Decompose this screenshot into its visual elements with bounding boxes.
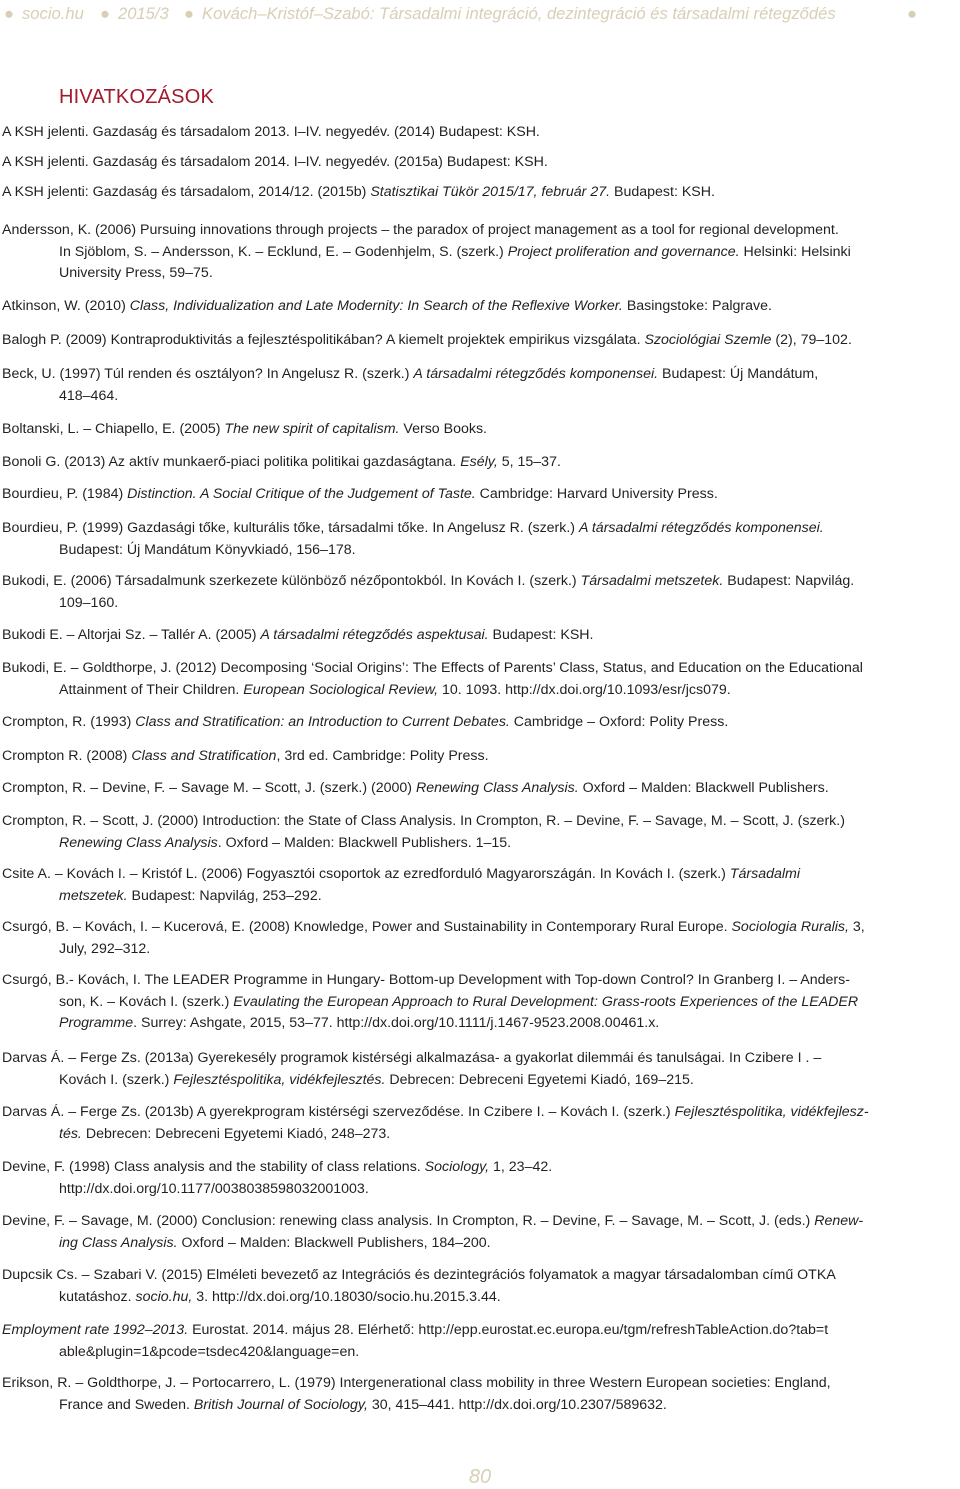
reference-text: Crompton, R. (1993) [2,714,136,730]
reference-line [2,712,958,734]
reference-line [2,122,958,144]
reference-text: 418–464. [59,387,119,404]
reference-italic-text: Szociológiai Szemle [644,332,772,348]
reference-line [2,1265,958,1287]
reference-text: Budapest: Napvilág. [723,573,855,589]
reference-text: Verso Books. [399,421,487,437]
reference-italic-text: metszetek. [59,887,128,904]
reference-text: Csurgó, B. – Kovách, I. – Kucerová, E. (2008) Knowledge, Power and Sustainability in Contemporary Rural Europe. [2,919,732,935]
reference-entry [2,811,958,854]
reference-italic-text: Társadalmi metszetek. [580,573,724,589]
reference-line [2,1070,958,1092]
reference-entry [2,1102,958,1145]
header-bullet: ● [184,4,195,23]
reference-line [2,242,958,264]
reference-text: . Oxford – Malden: Blackwell Publishers. 1–15. [217,834,512,851]
reference-line [2,833,958,855]
reference-text: Bonoli G. (2013) Az aktív munkaerő-piaci politika politikai gazdaságtana. [2,454,461,470]
reference-text: Budapest: KSH. [488,627,594,643]
reference-italic-text: Class, Individualization and Late Modernity: In Search of the Reflexive Worker. [129,298,623,314]
reference-text: Atkinson, W. (2010) [2,298,130,314]
reference-text: Debrecen: Debreceni Egyetemi Kiadó, 169–215. [385,1071,694,1088]
reference-italic-text: Renewing Class Analysis. [415,780,579,796]
reference-entry [2,1211,958,1254]
reference-entry [2,296,958,318]
reference-text: Dupcsik Cs. – Szabari V. (2015) Elméleti bevezető az Integrációs és dezintegrációs folyamatok a magyar társadalomban című OTKA [2,1267,836,1283]
reference-text: Budapest: Új Mandátum, [658,366,819,382]
reference-italic-text: Programme [59,1015,134,1031]
reference-italic-text: Fejlesztéspolitika, vidékfejlesz- [674,1104,869,1120]
reference-entry [2,778,958,800]
reference-line [2,419,958,441]
reference-line [2,1102,958,1124]
reference-text[interactable]: 10. 1093. http://dx.doi.org/10.1093/esr/jcs079. [438,681,731,698]
reference-italic-text: ing Class Analysis. [59,1234,178,1251]
reference-line [2,658,958,680]
reference-line [2,917,958,939]
reference-line [2,992,958,1014]
reference-italic-text: A társadalmi rétegződés komponensei. [413,366,659,382]
reference-text: , 3rd ed. Cambridge: Polity Press. [276,748,489,764]
reference-entry [2,518,958,561]
reference-italic-text: A társadalmi rétegződés komponensei. [578,520,824,536]
reference-text: Devine, F. – Savage, M. (2000) Conclusion: renewing class analysis. In Crompton, R. – Devine, F. – Savage, M. – Scott, J. (eds.) [2,1213,815,1229]
reference-text: Cambridge – Oxford: Polity Press. [509,714,729,730]
reference-line [2,939,958,961]
reference-italic-text: Fejlesztéspolitika, vidékfejlesztés. [173,1071,386,1088]
reference-line [2,330,958,352]
reference-line [2,1320,958,1342]
reference-entry [2,1320,958,1363]
reference-text: Cambridge: Harvard University Press. [475,486,718,502]
reference-text: Devine, F. (1998) Class analysis and the stability of class relations. [2,1159,425,1175]
header-authors-title: Kovách–Kristóf–Szabó: Társadalmi integráció, dezintegráció és társadalmi rétegződés [202,4,836,23]
running-header [0,0,960,40]
reference-text: University Press, 59–75. [59,265,213,281]
reference-line [2,571,958,593]
reference-italic-text: Renewing Class Analysis [59,834,218,851]
reference-entry [2,571,958,614]
section-title: HIVATKOZÁSOK [59,86,215,108]
reference-italic-text: European Sociological Review, [243,681,439,698]
reference-line [2,182,958,204]
reference-entry [2,220,958,285]
reference-text: (2), 79–102. [771,332,852,348]
reference-italic-text: Esély, [460,454,498,470]
reference-text: 5, 15–37. [497,454,561,470]
reference-text: Bukodi, E. (2006) Társadalmunk szerkezete különböző nézőpontokból. In Kovách I. (szerk.) [2,573,581,589]
reference-entry [2,182,958,204]
reference-text: Beck, U. (1997) Túl renden és osztályon? In Angelusz R. (szerk.) [2,366,414,382]
reference-line [2,886,958,908]
reference-text: Bukodi E. – Altorjai Sz. – Tallér A. (2005) [2,627,261,643]
reference-italic-text: Distinction. A Social Critique of the Judgement of Taste. [127,486,476,502]
reference-line [2,220,958,242]
reference-line [2,152,958,174]
reference-text: able&plugin=1&pcode=tsdec420&language=en. [59,1343,360,1360]
reference-entry [2,1048,958,1091]
reference-text: kutatáshoz. [59,1288,136,1305]
reference-text: July, 292–312. [59,940,151,957]
reference-text: Csurgó, B.- Kovách, I. The LEADER Programme in Hungary- Bottom-up Development with Top-down Control? In Granberg I. – Anders- [2,972,850,988]
reference-entry [2,917,958,960]
reference-line [2,386,958,408]
reference-line [2,1157,958,1179]
reference-text: Boltanski, L. – Chiapello, E. (2005) [2,421,225,437]
reference-line [2,593,958,615]
reference-entry [2,970,958,1035]
reference-text: Crompton R. (2008) [2,748,132,764]
reference-entry [2,330,958,352]
reference-italic-text: The new spirit of capitalism. [224,421,400,437]
reference-text: In Sjöblom, S. – Andersson, K. – Ecklund, E. – Godenhjelm, S. (szerk.) [59,243,508,260]
reference-line [2,484,958,506]
reference-line [2,746,958,768]
reference-line [2,452,958,474]
reference-line [2,680,958,702]
reference-line [2,1287,958,1309]
reference-text: Darvas Á. – Ferge Zs. (2013a) Gyerekesély programok kistérségi alkalmazása- a gyakorlat dilemmái és tanulságai. In Czibere I . – [2,1050,822,1066]
reference-line [2,864,958,886]
header-bullet: ● [4,4,15,23]
reference-text[interactable]: 30, 415–441. http://dx.doi.org/10.2307/589632. [367,1396,667,1413]
reference-line [2,364,958,386]
reference-text: Budapest: Napvilág, 253–292. [127,887,322,904]
reference-entry [2,1265,958,1308]
reference-text: son, K. – Kovách I. (szerk.) [59,993,234,1010]
reference-italic-text: Sociologia Ruralis, [731,919,849,935]
reference-text: Basingstoke: Palgrave. [622,298,772,314]
reference-line [2,970,958,992]
reference-line [2,1013,958,1035]
page-number: 80 [468,1466,492,1488]
reference-entry [2,746,958,768]
reference-text: Oxford – Malden: Blackwell Publishers, 184–200. [177,1234,491,1251]
reference-text: Crompton, R. – Devine, F. – Savage M. – Scott, J. (szerk.) (2000) [2,780,416,796]
reference-line [2,263,958,285]
reference-italic-text: British Journal of Sociology, [193,1396,368,1413]
reference-entry [2,712,958,734]
reference-italic-text: Employment rate 1992–2013. [2,1322,189,1338]
reference-text: A KSH jelenti. Gazdaság és társadalom 2013. I–IV. negyedév. (2014) Budapest: KSH. [2,124,540,140]
reference-text[interactable]: 3. http://dx.doi.org/10.18030/socio.hu.2015.3.44. [192,1288,501,1305]
reference-entry [2,864,958,907]
header-bullet: ● [100,4,111,23]
reference-text: A KSH jelenti: Gazdaság és társadalom, 2014/12. (2015b) [2,184,371,200]
reference-italic-text: Class and Stratification [131,748,277,764]
reference-entry [2,625,958,647]
reference-text: Balogh P. (2009) Kontraproduktivitás a fejlesztéspolitikában? A kiemelt projektek empirikus vizsgálata. [2,332,645,348]
reference-line [2,625,958,647]
reference-text[interactable]: http://dx.doi.org/10.1177/0038038598032001003. [59,1180,369,1197]
reference-line [2,518,958,540]
reference-entry [2,419,958,441]
reference-text: Kovách I. (szerk.) [59,1071,174,1088]
header-issue: 2015/3 [118,4,169,23]
reference-line [2,1179,958,1201]
reference-text: Budapest: Új Mandátum Könyvkiadó, 156–178. [59,541,356,558]
reference-text: Oxford – Malden: Blackwell Publishers. [578,780,829,796]
reference-line [2,1233,958,1255]
reference-text: 109–160. [59,594,119,611]
reference-entry [2,1373,958,1416]
reference-entry [2,152,958,174]
reference-line [2,1342,958,1364]
reference-text: Erikson, R. – Goldthorpe, J. – Portocarrero, L. (1979) Intergenerational class mobility in three Western European societies: England, [2,1375,831,1391]
reference-italic-text: Statisztikai Tükör 2015/17, február 27. [370,184,611,200]
reference-text[interactable]: . Surrey: Ashgate, 2015, 53–77. http://dx.doi.org/10.1111/j.1467-9523.2008.00461.x. [133,1015,660,1031]
reference-text: 1, 23–42. [489,1159,553,1175]
reference-line [2,1211,958,1233]
reference-line [2,811,958,833]
reference-line [2,778,958,800]
reference-line [2,296,958,318]
reference-text: 3, [848,919,865,935]
reference-entry [2,364,958,407]
reference-italic-text: Evaulating the European Approach to Rural Development: Grass-roots Experiences of the LEADER [233,993,859,1010]
reference-italic-text: A társadalmi rétegződés aspektusai. [260,627,489,643]
reference-italic-text: Renew- [814,1213,864,1229]
reference-entry [2,658,958,701]
reference-text: Darvas Á. – Ferge Zs. (2013b) A gyerekprogram kistérségi szerveződése. In Czibere I. – Kovách I. (szerk.) [2,1104,675,1120]
reference-text: Debrecen: Debreceni Egyetemi Kiadó, 248–273. [81,1125,391,1142]
reference-text: Bourdieu, P. (1999) Gazdasági tőke, kulturális tőke, társadalmi tőke. In Angelusz R. (szerk.) [2,520,579,536]
reference-text: Bourdieu, P. (1984) [2,486,128,502]
header-site[interactable]: socio.hu [22,4,84,23]
reference-text: Attainment of Their Children. [59,681,244,698]
reference-text: Csite A. – Kovách I. – Kristóf L. (2006) Fogyasztói csoportok az ezredforduló Magyarországán. In Kovách I. (szerk.) [2,866,730,882]
reference-text: Helsinki: Helsinki [739,243,851,260]
reference-text: Budapest: KSH. [610,184,715,200]
reference-entry [2,484,958,506]
reference-italic-text: Társadalmi [729,866,801,882]
reference-entry [2,1157,958,1200]
header-bullet: ● [907,4,918,23]
reference-text: Andersson, K. (2006) Pursuing innovations through projects – the paradox of project management as a tool for regional development. [2,222,839,238]
reference-italic-text: socio.hu, [135,1288,193,1305]
reference-text: A KSH jelenti. Gazdaság és társadalom 2014. I–IV. negyedév. (2015a) Budapest: KSH. [2,154,548,170]
reference-text: France and Sweden. [59,1396,194,1413]
reference-italic-text: Class and Stratification: an Introduction to Current Debates. [135,714,510,730]
reference-italic-text: tés. [59,1125,82,1142]
reference-line [2,1373,958,1395]
reference-text[interactable]: Eurostat. 2014. május 28. Elérhető: http://epp.eurostat.ec.europa.eu/tgm/refreshTableAction.do?tab=t [188,1322,829,1338]
reference-text: Bukodi, E. – Goldthorpe, J. (2012) Decomposing ‘Social Origins’: The Effects of Parents’ Class, Status, and Education on the Educational [2,660,863,676]
reference-italic-text: Project proliferation and governance. [507,243,740,260]
reference-entry [2,452,958,474]
reference-entry [2,122,958,144]
reference-italic-text: Sociology, [424,1159,490,1175]
reference-line [2,1048,958,1070]
reference-line [2,1395,958,1417]
reference-line [2,540,958,562]
reference-text: Crompton, R. – Scott, J. (2000) Introduction: the State of Class Analysis. In Crompton, R. – Devine, F. – Savage, M. – Scott, J. (szerk.) [2,813,845,829]
reference-line [2,1124,958,1146]
